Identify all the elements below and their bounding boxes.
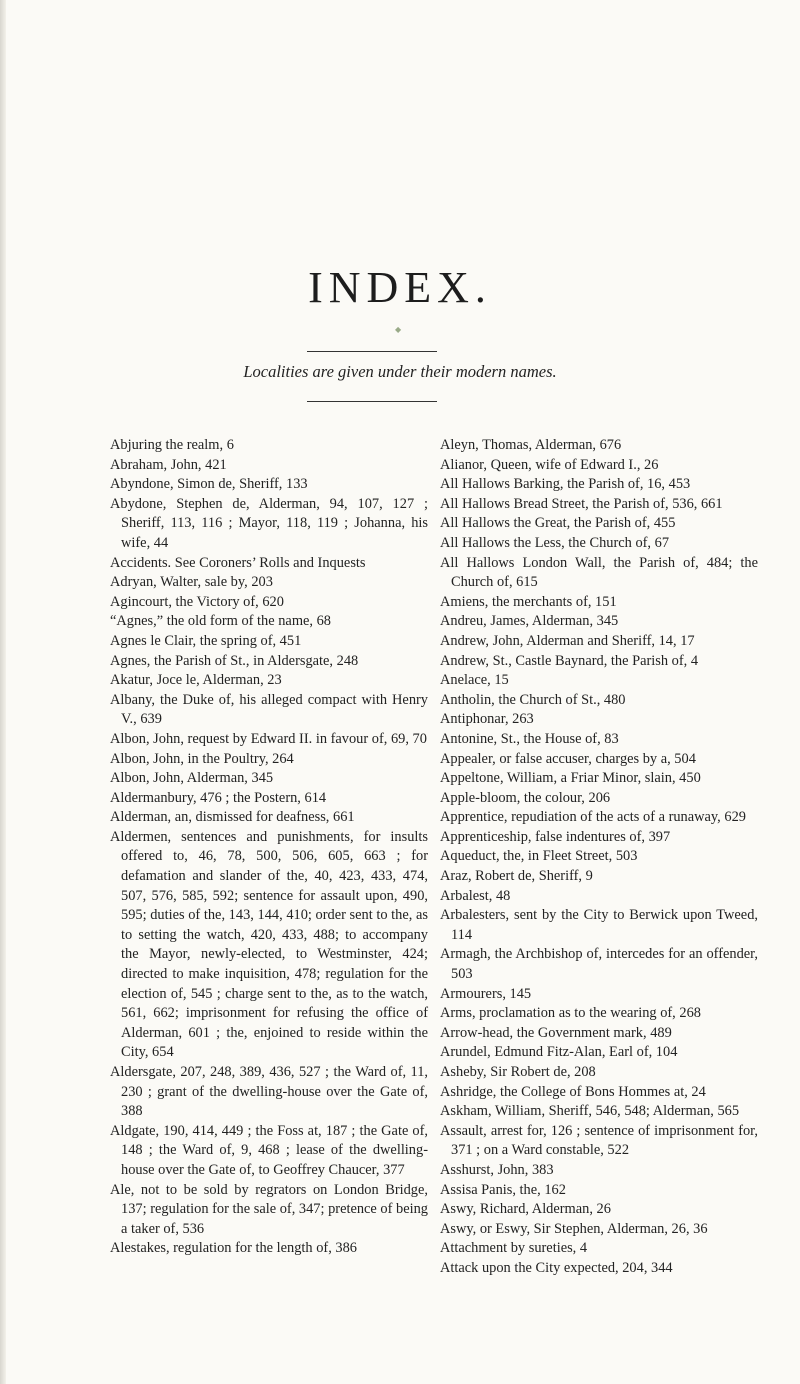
index-column-left	[110, 436, 428, 1259]
index-entry: All Hallows London Wall, the Parish of, 484; the Church of, 615	[440, 554, 758, 591]
index-entry: Albany, the Duke of, his alleged compact with Henry V., 639	[110, 691, 428, 728]
index-entry: Arbalesters, sent by the City to Berwick upon Tweed, 114	[440, 907, 758, 943]
index-entry: “Agnes,” the old form of the name, 68	[110, 613, 331, 630]
index-entry: Aldermen, sentences and punishments, for insults offered to, 46, 78, 500, 506, 605, 663 ; for defamation and slander of the, 40, 423, 433, 474, 507, 576, 585, 592; sentence for assault upon, 490, 595; duties of the, 143, 144, 410; order sent to the, as to setting the watch, 420, 433, 488; to accompany the Mayor, newly-elected, to Westminster, 424; directed to make inquisition, 478; regulation for the election of, 545 ; charge sent to the, as to the watch, 561, 662; imprisonment for refusing the office of Alderman, 601 ; the, enjoined to reside within the City, 654	[110, 828, 428, 1061]
index-entry: Asheby, Sir Robert de, 208	[440, 1064, 596, 1080]
index-entry: Andreu, James, Alderman, 345	[440, 613, 619, 630]
index-entry: Aleyn, Thomas, Alderman, 676	[440, 437, 622, 453]
index-entry: Abyndone, Simon de, Sheriff, 133	[110, 476, 308, 493]
index-entry: Alderman, an, dismissed for deafness, 661	[110, 809, 355, 826]
index-entry: Arundel, Edmund Fitz-Alan, Earl of, 104	[440, 1044, 678, 1061]
index-entry: Andrew, John, Alderman and Sheriff, 14, 17	[440, 632, 695, 649]
index-entry: Abjuring the realm, 6	[110, 437, 234, 453]
index-entry: Arbalest, 48	[440, 887, 511, 904]
index-entry: Aldermanbury, 476 ; the Postern, 614	[110, 789, 327, 806]
index-entry: Antholin, the Church of St., 480	[440, 691, 626, 708]
index-entry: Asshurst, John, 383	[440, 1161, 554, 1178]
index-entry: Attachment by sureties, 4	[440, 1240, 588, 1257]
index-entry: Apple-bloom, the colour, 206	[440, 789, 611, 806]
divider-top	[307, 351, 437, 352]
page-title: INDEX.	[308, 263, 492, 312]
index-entry: Assault, arrest for, 126 ; sentence of imprisonment for, 371 ; on a Ward constable, 522	[440, 1122, 758, 1159]
index-entry: Abraham, John, 421	[110, 456, 227, 473]
index-entry: Albon, John, request by Edward II. in favour of, 69, 70	[110, 730, 427, 747]
index-entry: Antonine, St., the House of, 83	[440, 730, 619, 747]
index-entry: Aqueduct, the, in Fleet Street, 503	[440, 848, 638, 865]
index-entry: Alestakes, regulation for the length of, 386	[110, 1240, 357, 1257]
index-entry: Albon, John, Alderman, 345	[110, 770, 274, 787]
index-entry: Apprenticeship, false indentures of, 397	[440, 828, 671, 845]
page-subtitle: Localities are given under their modern names.	[243, 362, 557, 381]
index-entry: Aswy, Richard, Alderman, 26	[440, 1201, 611, 1218]
index-column-right	[440, 436, 758, 1279]
index-entry: Albon, John, in the Poultry, 264	[110, 750, 294, 767]
index-entry: Adryan, Walter, sale by, 203	[110, 574, 273, 591]
index-entry: Appealer, or false accuser, charges by a, 504	[440, 750, 696, 767]
index-entry: Assisa Panis, the, 162	[440, 1181, 566, 1198]
page-edge	[0, 0, 6, 1384]
index-entry: Andrew, St., Castle Baynard, the Parish of, 4	[440, 652, 699, 669]
index-entry: Abydone, Stephen de, Alderman, 94, 107, 127 ; Sheriff, 113, 116 ; Mayor, 118, 119 ; Johanna, his wife, 44	[110, 495, 428, 551]
index-entry: Arms, proclamation as to the wearing of, 268	[440, 1005, 701, 1022]
index-entry: Akatur, Joce le, Alderman, 23	[110, 672, 282, 689]
index-entry: Agnes, the Parish of St., in Aldersgate, 248	[110, 652, 359, 669]
index-entry: Ashridge, the College of Bons Hommes at, 24	[440, 1083, 706, 1100]
index-entry: Ale, not to be sold by regrators on London Bridge, 137; regulation for the sale of, 347; pretence of being a taker of, 536	[110, 1181, 428, 1237]
divider-bottom	[307, 401, 437, 402]
index-entry: All Hallows Barking, the Parish of, 16, 453	[440, 476, 691, 493]
index-entry: Askham, William, Sheriff, 546, 548; Alderman, 565	[440, 1103, 740, 1120]
index-entry: Anelace, 15	[440, 672, 509, 689]
index-entry: Agincourt, the Victory of, 620	[110, 593, 284, 610]
index-entry: Aldgate, 190, 414, 449 ; the Foss at, 187 ; the Gate of, 148 ; the Ward of, 9, 468 ; lease of the dwelling-house over the Gate of, to Geoffrey Chaucer, 377	[110, 1122, 428, 1178]
index-entry: Aswy, or Eswy, Sir Stephen, Alderman, 26, 36	[440, 1220, 708, 1237]
index-entry: Accidents. See Coroners’ Rolls and Inquests	[110, 554, 366, 571]
index-entry: Armourers, 145	[440, 985, 532, 1002]
index-entry: Appeltone, William, a Friar Minor, slain, 450	[440, 770, 701, 787]
index-entry: Agnes le Clair, the spring of, 451	[110, 632, 302, 649]
index-entry: Armagh, the Archbishop of, intercedes for an offender, 503	[440, 946, 758, 983]
index-entry: Alianor, Queen, wife of Edward I., 26	[440, 456, 659, 473]
index-entry: All Hallows the Less, the Church of, 67	[440, 534, 670, 551]
index-entry: All Hallows the Great, the Parish of, 455	[440, 515, 676, 532]
index-entry: Arrow-head, the Government mark, 489	[440, 1024, 672, 1041]
index-entry: All Hallows Bread Street, the Parish of, 536, 661	[440, 495, 723, 512]
index-entry: Antiphonar, 263	[440, 711, 534, 728]
ink-mark: ◆	[395, 325, 402, 334]
index-entry: Attack upon the City expected, 204, 344	[440, 1259, 673, 1276]
index-entry: Aldersgate, 207, 248, 389, 436, 527 ; the Ward of, 11, 230 ; grant of the dwelling-house over the Gate of, 388	[110, 1064, 428, 1120]
index-entry: Amiens, the merchants of, 151	[440, 593, 617, 610]
index-entry: Apprentice, repudiation of the acts of a runaway, 629	[440, 809, 746, 826]
index-entry: Araz, Robert de, Sheriff, 9	[440, 868, 593, 885]
